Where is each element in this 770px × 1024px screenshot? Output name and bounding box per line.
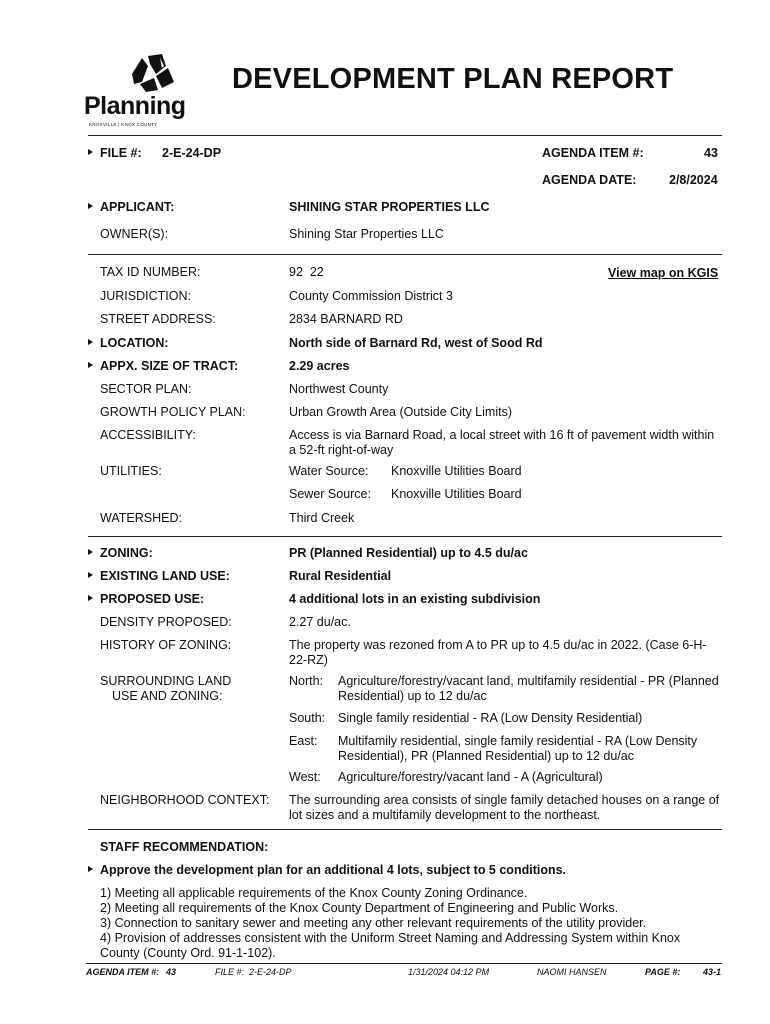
footer-agenda-label: AGENDA ITEM #: <box>86 967 160 977</box>
sewer-value: Knoxville Utilities Board <box>391 487 522 501</box>
jurisdiction-value: County Commission District 3 <box>289 289 453 303</box>
location-label: LOCATION: <box>100 336 169 350</box>
water-label: Water Source: <box>289 464 369 478</box>
condition-item: County (County Ord. 91-1-102). <box>100 946 276 960</box>
watershed-value: Third Creek <box>289 511 355 525</box>
condition-item: 2) Meeting all requirements of the Knox County Department of Engineering and Public Works. <box>100 901 619 915</box>
bullet-icon <box>88 339 93 345</box>
agenda-date-value: 2/8/2024 <box>669 173 718 187</box>
footer-page-value: 43-1 <box>703 967 722 977</box>
jurisdiction-label: JURISDICTION: <box>100 289 191 303</box>
east-label: East: <box>289 734 318 748</box>
footer-rule <box>86 963 722 964</box>
conditions-list <box>100 886 722 961</box>
bullet-icon <box>88 362 93 368</box>
file-value: 2-E-24-DP <box>162 146 222 160</box>
condition-item: 3) Connection to sanitary sewer and meeting any other relevant requirements of the utility provider. <box>100 916 647 930</box>
utilities-label: UTILITIES: <box>100 464 162 478</box>
zoning-value: PR (Planned Residential) up to 4.5 du/ac <box>289 546 528 560</box>
neighborhood-label: NEIGHBORHOOD CONTEXT: <box>100 793 270 807</box>
bullet-icon <box>88 149 93 155</box>
agenda-date-label: AGENDA DATE: <box>542 173 637 187</box>
applicant-label: APPLICANT: <box>100 200 175 214</box>
history-value: The property was rezoned from A to PR up to 4.5 du/ac in 2022. (Case 6-H-22-RZ) <box>289 638 707 667</box>
condition-item: 1) Meeting all applicable requirements of the Knox County Zoning Ordinance. <box>100 886 528 900</box>
agenda-item-value: 43 <box>704 146 718 160</box>
sector-label: SECTOR PLAN: <box>100 382 192 396</box>
south-value: Single family residential - RA (Low Density Residential) <box>338 711 643 725</box>
north-value: Agriculture/forestry/vacant land, multifamily residential - PR (Planned Residential) up to 12 du/ac <box>338 674 719 703</box>
bullet-icon <box>88 595 93 601</box>
kgis-map-link[interactable]: View map on KGIS <box>608 266 719 280</box>
section-rule <box>88 254 722 255</box>
surrounding-label-1: SURROUNDING LAND <box>100 674 232 688</box>
east-value: Multifamily residential, single family residential - RA (Low Density Residential), PR (Planned Residential) up to 12 du/ac <box>338 734 698 763</box>
footer-author: NAOMI HANSEN <box>537 967 607 977</box>
report-title: DEVELOPMENT PLAN REPORT <box>232 63 674 95</box>
bullet-icon <box>88 549 93 555</box>
existing-label: EXISTING LAND USE: <box>100 569 230 583</box>
south-label: South: <box>289 711 326 725</box>
footer-page-label: PAGE #: <box>645 967 681 977</box>
section-rule <box>88 829 722 830</box>
bullet-icon <box>88 203 93 209</box>
tax-id-value: 92 22 <box>289 265 324 279</box>
density-value: 2.27 du/ac. <box>289 615 351 629</box>
logo-word: Planning <box>84 92 186 120</box>
north-label: North: <box>289 674 324 688</box>
section-rule <box>88 536 722 537</box>
access-label: ACCESSIBILITY: <box>100 428 196 442</box>
footer-timestamp: 1/31/2024 04:12 PM <box>408 967 490 977</box>
street-label: STREET ADDRESS: <box>100 312 216 326</box>
west-label: West: <box>289 770 321 784</box>
bullet-icon <box>88 572 93 578</box>
neighborhood-value: The surrounding area consists of single family detached houses on a range of lot sizes and a multifamily development to the northeast. <box>289 793 720 822</box>
growth-value: Urban Growth Area (Outside City Limits) <box>289 405 512 419</box>
surrounding-label-2: USE AND ZONING: <box>112 689 223 703</box>
footer-agenda-value: 43 <box>166 967 177 977</box>
tract-label: APPX. SIZE OF TRACT: <box>100 359 239 373</box>
applicant-value: SHINING STAR PROPERTIES LLC <box>289 200 490 214</box>
tract-value: 2.29 acres <box>289 359 350 373</box>
water-value: Knoxville Utilities Board <box>391 464 522 478</box>
bullet-icon <box>88 866 93 872</box>
condition-item: 4) Provision of addresses consistent with the Uniform Street Naming and Addressing System within Knox <box>100 931 681 945</box>
owner-label: OWNER(S): <box>100 227 169 241</box>
sector-value: Northwest County <box>289 382 389 396</box>
sewer-label: Sewer Source: <box>289 487 371 501</box>
proposed-label: PROPOSED USE: <box>100 592 205 606</box>
agenda-item-label: AGENDA ITEM #: <box>542 146 644 160</box>
street-value: 2834 BARNARD RD <box>289 312 403 326</box>
footer-file: FILE #: 2-E-24-DP <box>215 967 292 977</box>
growth-label: GROWTH POLICY PLAN: <box>100 405 246 419</box>
location-value: North side of Barnard Rd, west of Sood Rd <box>289 336 543 350</box>
history-label: HISTORY OF ZONING: <box>100 638 232 652</box>
tax-id-label: TAX ID NUMBER: <box>100 265 201 279</box>
zoning-label: ZONING: <box>100 546 153 560</box>
staff-heading: STAFF RECOMMENDATION: <box>100 840 269 854</box>
logo-mark-icon <box>112 52 192 96</box>
access-value: Access is via Barnard Road, a local street with 16 ft of pavement width within a 52-ft right-of-way <box>289 428 715 457</box>
density-label: DENSITY PROPOSED: <box>100 615 232 629</box>
staff-recommendation: Approve the development plan for an additional 4 lots, subject to 5 conditions. <box>100 863 567 877</box>
header-rule <box>88 135 722 136</box>
watershed-label: WATERSHED: <box>100 511 182 525</box>
west-value: Agriculture/forestry/vacant land - A (Agricultural) <box>338 770 603 784</box>
logo-subtitle: KNOXVILLE | KNOX COUNTY <box>89 122 158 127</box>
proposed-value: 4 additional lots in an existing subdivision <box>289 592 541 606</box>
file-label: FILE #: <box>100 146 142 160</box>
existing-value: Rural Residential <box>289 569 392 583</box>
owner-value: Shining Star Properties LLC <box>289 227 444 241</box>
